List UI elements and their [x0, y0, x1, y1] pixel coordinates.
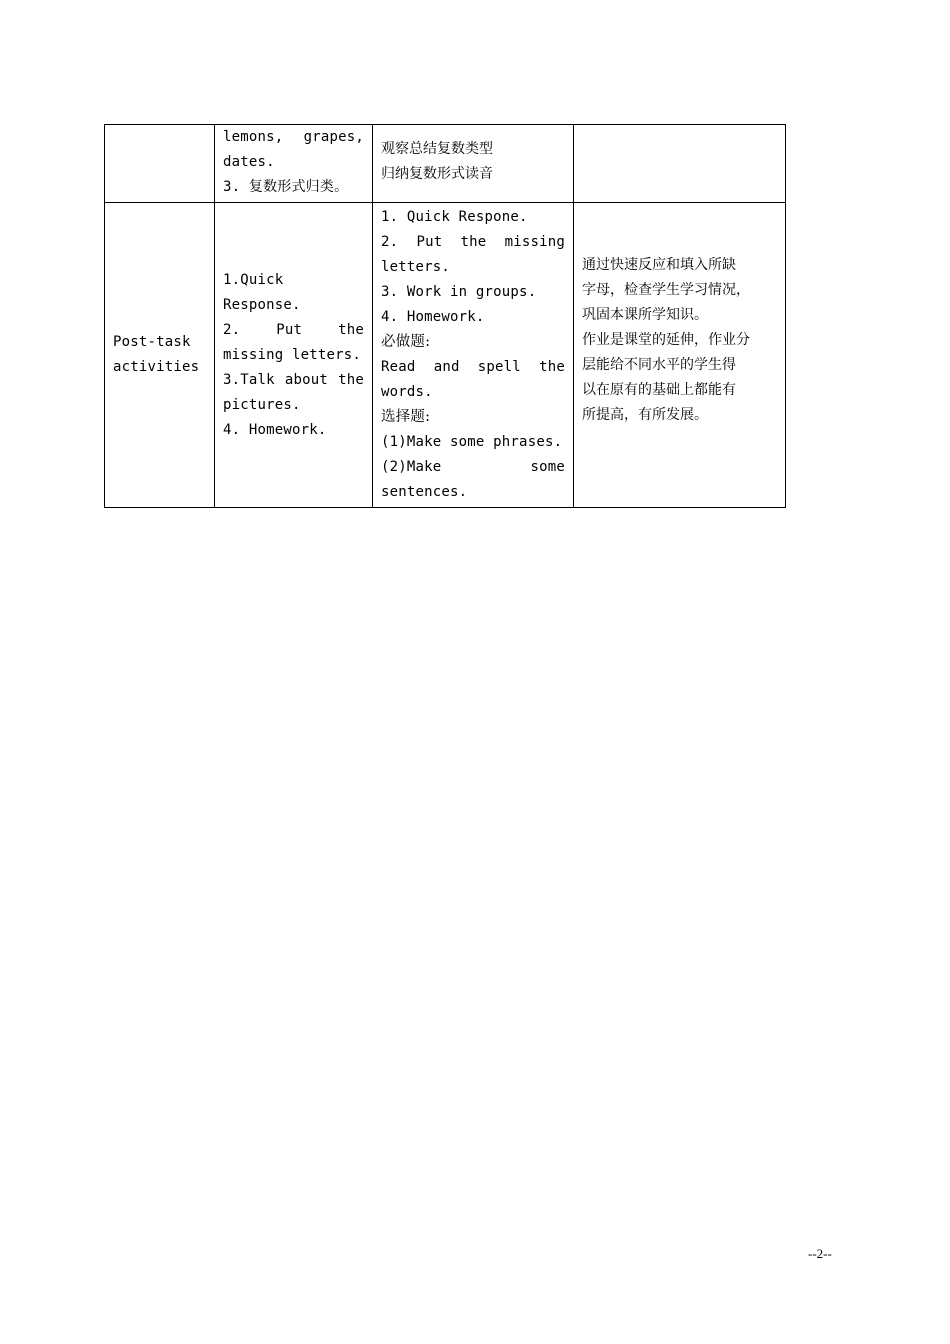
text-line: 1.Quick: [223, 271, 284, 288]
text-line: 1. Quick Respone.: [381, 209, 528, 225]
text-line: 4. Homework.: [223, 421, 327, 438]
text-line: words.: [381, 384, 433, 400]
text-line: 4. Homework.: [381, 309, 485, 325]
text-line: 层能给不同水平的学生得: [582, 357, 736, 373]
text-line: 通过快速反应和填入所缺: [582, 257, 736, 273]
text-line: 3. 复数形式归类。: [223, 179, 349, 195]
text-line: 必做题:: [381, 334, 431, 350]
teacher-activity-cell: [215, 203, 373, 508]
text-line: 以在原有的基础上都能有: [582, 382, 736, 398]
text-line: 观察总结复数类型: [381, 141, 493, 157]
text-line: 所提高，有所发展。: [582, 407, 708, 423]
text-line: 巩固本课所学知识。: [582, 307, 708, 323]
page-number: --2--: [808, 1246, 832, 1261]
text-line: 作业是课堂的延伸，作业分: [582, 332, 750, 348]
text-line: (2)Make some: [381, 459, 565, 475]
text-line: 字母，检查学生学习情况，: [582, 282, 750, 298]
stage-label: activities: [113, 359, 200, 375]
student-activity-cell: [373, 203, 574, 508]
text-line: 2. Put the: [223, 321, 364, 338]
text-line: 3. Work in groups.: [381, 284, 537, 300]
text-line: lemons, grapes,: [223, 129, 364, 145]
text-line: 归纳复数形式读音: [381, 166, 493, 182]
text-line: missing letters.: [223, 346, 362, 363]
text-line: sentences.: [381, 484, 468, 500]
text-line: pictures.: [223, 396, 301, 413]
text-line: Response.: [223, 296, 301, 313]
table-row: [105, 125, 786, 203]
text-line: 3.Talk about the: [223, 371, 364, 388]
stage-label: Post-task: [113, 334, 191, 350]
student-activity-cell: [373, 125, 574, 203]
purpose-cell: [574, 125, 786, 203]
purpose-cell: [574, 203, 786, 508]
stage-cell: [105, 203, 215, 508]
text-line: 2. Put the missing: [381, 234, 565, 250]
stage-cell: [105, 125, 215, 203]
text-line: Read and spell the: [381, 359, 565, 375]
text-line: dates.: [223, 154, 275, 170]
text-line: letters.: [381, 259, 451, 275]
text-line: 选择题:: [381, 409, 431, 425]
lesson-plan-table: [104, 124, 786, 508]
table-row: [105, 203, 786, 508]
text-line: (1)Make some phrases.: [381, 434, 563, 450]
teacher-activity-cell: [215, 125, 373, 203]
